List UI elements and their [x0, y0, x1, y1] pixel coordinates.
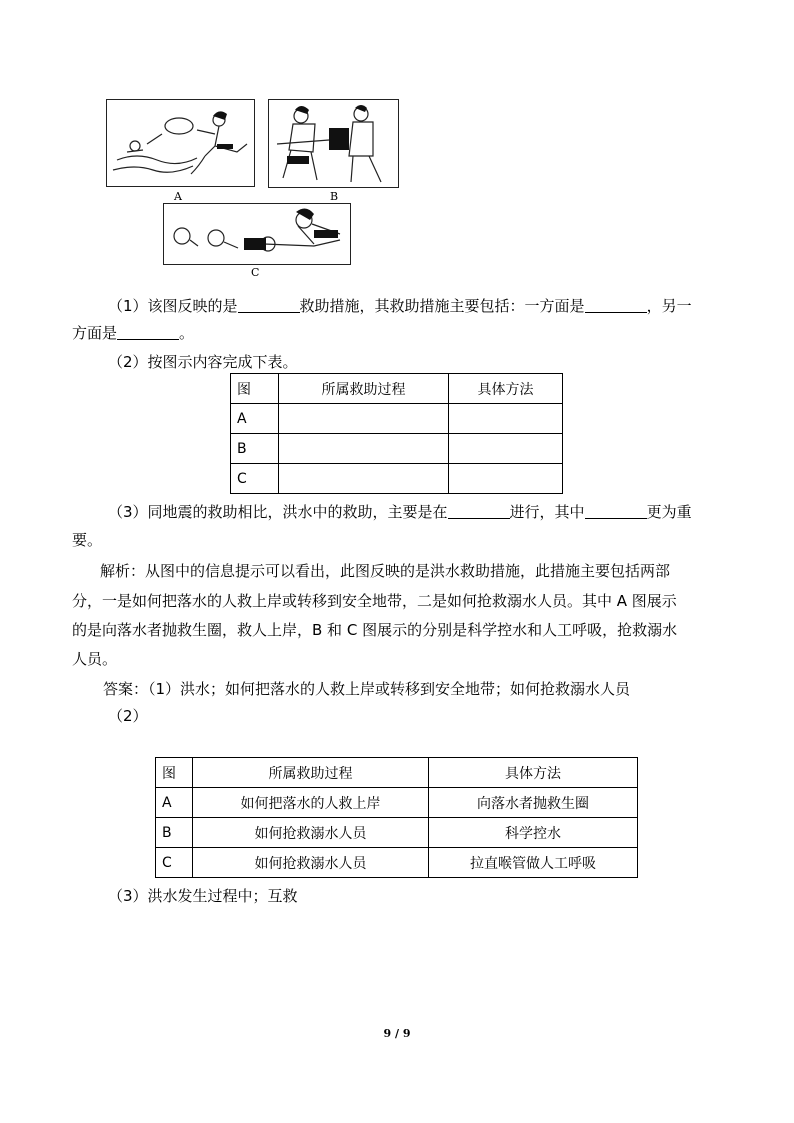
table-row	[156, 788, 638, 818]
table-header-cell: 所属救助过程	[279, 374, 449, 404]
table-header-row	[156, 758, 638, 788]
analysis-line: 的是向落水者抛救生圈，救人上岸，B 和 C 图展示的分别是科学控水和人工呼吸，抢救溺水	[72, 621, 678, 639]
question-2-text: （2）按图示内容完成下表。	[108, 353, 298, 371]
table-row	[156, 818, 638, 848]
question-3-text: 更为重	[646, 503, 692, 521]
table-cell	[449, 434, 563, 464]
table-cell: 拉直喉管做人工呼吸	[429, 848, 638, 878]
figure-b-label: B	[330, 190, 339, 203]
table-cell: B	[231, 434, 279, 464]
answer-blank	[448, 504, 510, 519]
answer-blank	[238, 298, 300, 313]
table-header-cell: 图	[156, 758, 193, 788]
answer-part-2-label: （2）	[108, 707, 148, 725]
table-cell	[279, 464, 449, 494]
question-3-text: （3）同地震的救助相比，洪水中的救助，主要是在	[108, 503, 448, 521]
question-1-text: （1）该图反映的是	[108, 297, 238, 315]
table-header-cell: 具体方法	[449, 374, 563, 404]
question-1-text: ，另一	[646, 297, 692, 315]
table-cell: 科学控水	[429, 818, 638, 848]
answer-blank	[585, 504, 647, 519]
figure-c-artificial-respiration	[163, 203, 351, 265]
table-header-cell: 图	[231, 374, 279, 404]
table-header-cell: 具体方法	[429, 758, 638, 788]
table-cell: B	[156, 818, 193, 848]
table-header-row	[231, 374, 563, 404]
blank-table	[230, 373, 563, 494]
figure-a-drowning-rescue	[106, 99, 255, 187]
answer-line: 答案：（1）洪水；如何把落水的人救上岸或转移到安全地带；如何抢救溺水人员	[103, 680, 631, 698]
answer-blank	[117, 325, 179, 340]
figure-a-label: A	[174, 190, 182, 203]
table-cell	[449, 404, 563, 434]
answer-line: （3）洪水发生过程中；互救	[108, 887, 298, 905]
analysis-line: 分，一是如何把落水的人救上岸或转移到安全地带，二是如何抢救溺水人员。其中 A 图展示	[72, 592, 677, 610]
table-cell: C	[231, 464, 279, 494]
table-cell: 如何抢救溺水人员	[193, 818, 429, 848]
question-1-line-2	[72, 323, 722, 343]
page-number: 9 / 9	[383, 1027, 411, 1040]
table-cell	[279, 434, 449, 464]
table-cell: C	[156, 848, 193, 878]
figure-c-label: C	[251, 266, 260, 279]
table-row	[231, 434, 563, 464]
figure-b-water-control	[268, 99, 399, 188]
question-3-text: 进行，其中	[509, 503, 585, 521]
table-cell: A	[156, 788, 193, 818]
table-cell: 如何把落水的人救上岸	[193, 788, 429, 818]
table-cell: 如何抢救溺水人员	[193, 848, 429, 878]
analysis-line: 解析：从图中的信息提示可以看出，此图反映的是洪水救助措施，此措施主要包括两部	[100, 562, 671, 580]
answer-table	[155, 757, 638, 878]
question-3-line-1	[108, 502, 758, 522]
table-cell: A	[231, 404, 279, 434]
answer-blank	[585, 298, 647, 313]
table-header-cell: 所属救助过程	[193, 758, 429, 788]
table-cell: 向落水者抛救生圈	[429, 788, 638, 818]
question-1-text: 救助措施，其救助措施主要包括：一方面是	[299, 297, 585, 315]
question-1-line-1	[108, 296, 758, 316]
question-1-text: 方面是	[72, 324, 118, 342]
analysis-line: 人员。	[72, 650, 118, 668]
table-row	[231, 464, 563, 494]
table-cell	[449, 464, 563, 494]
table-row	[156, 848, 638, 878]
table-row	[231, 404, 563, 434]
question-3-line-2: 要。	[72, 531, 103, 549]
table-cell	[279, 404, 449, 434]
question-1-text: 。	[179, 324, 195, 342]
